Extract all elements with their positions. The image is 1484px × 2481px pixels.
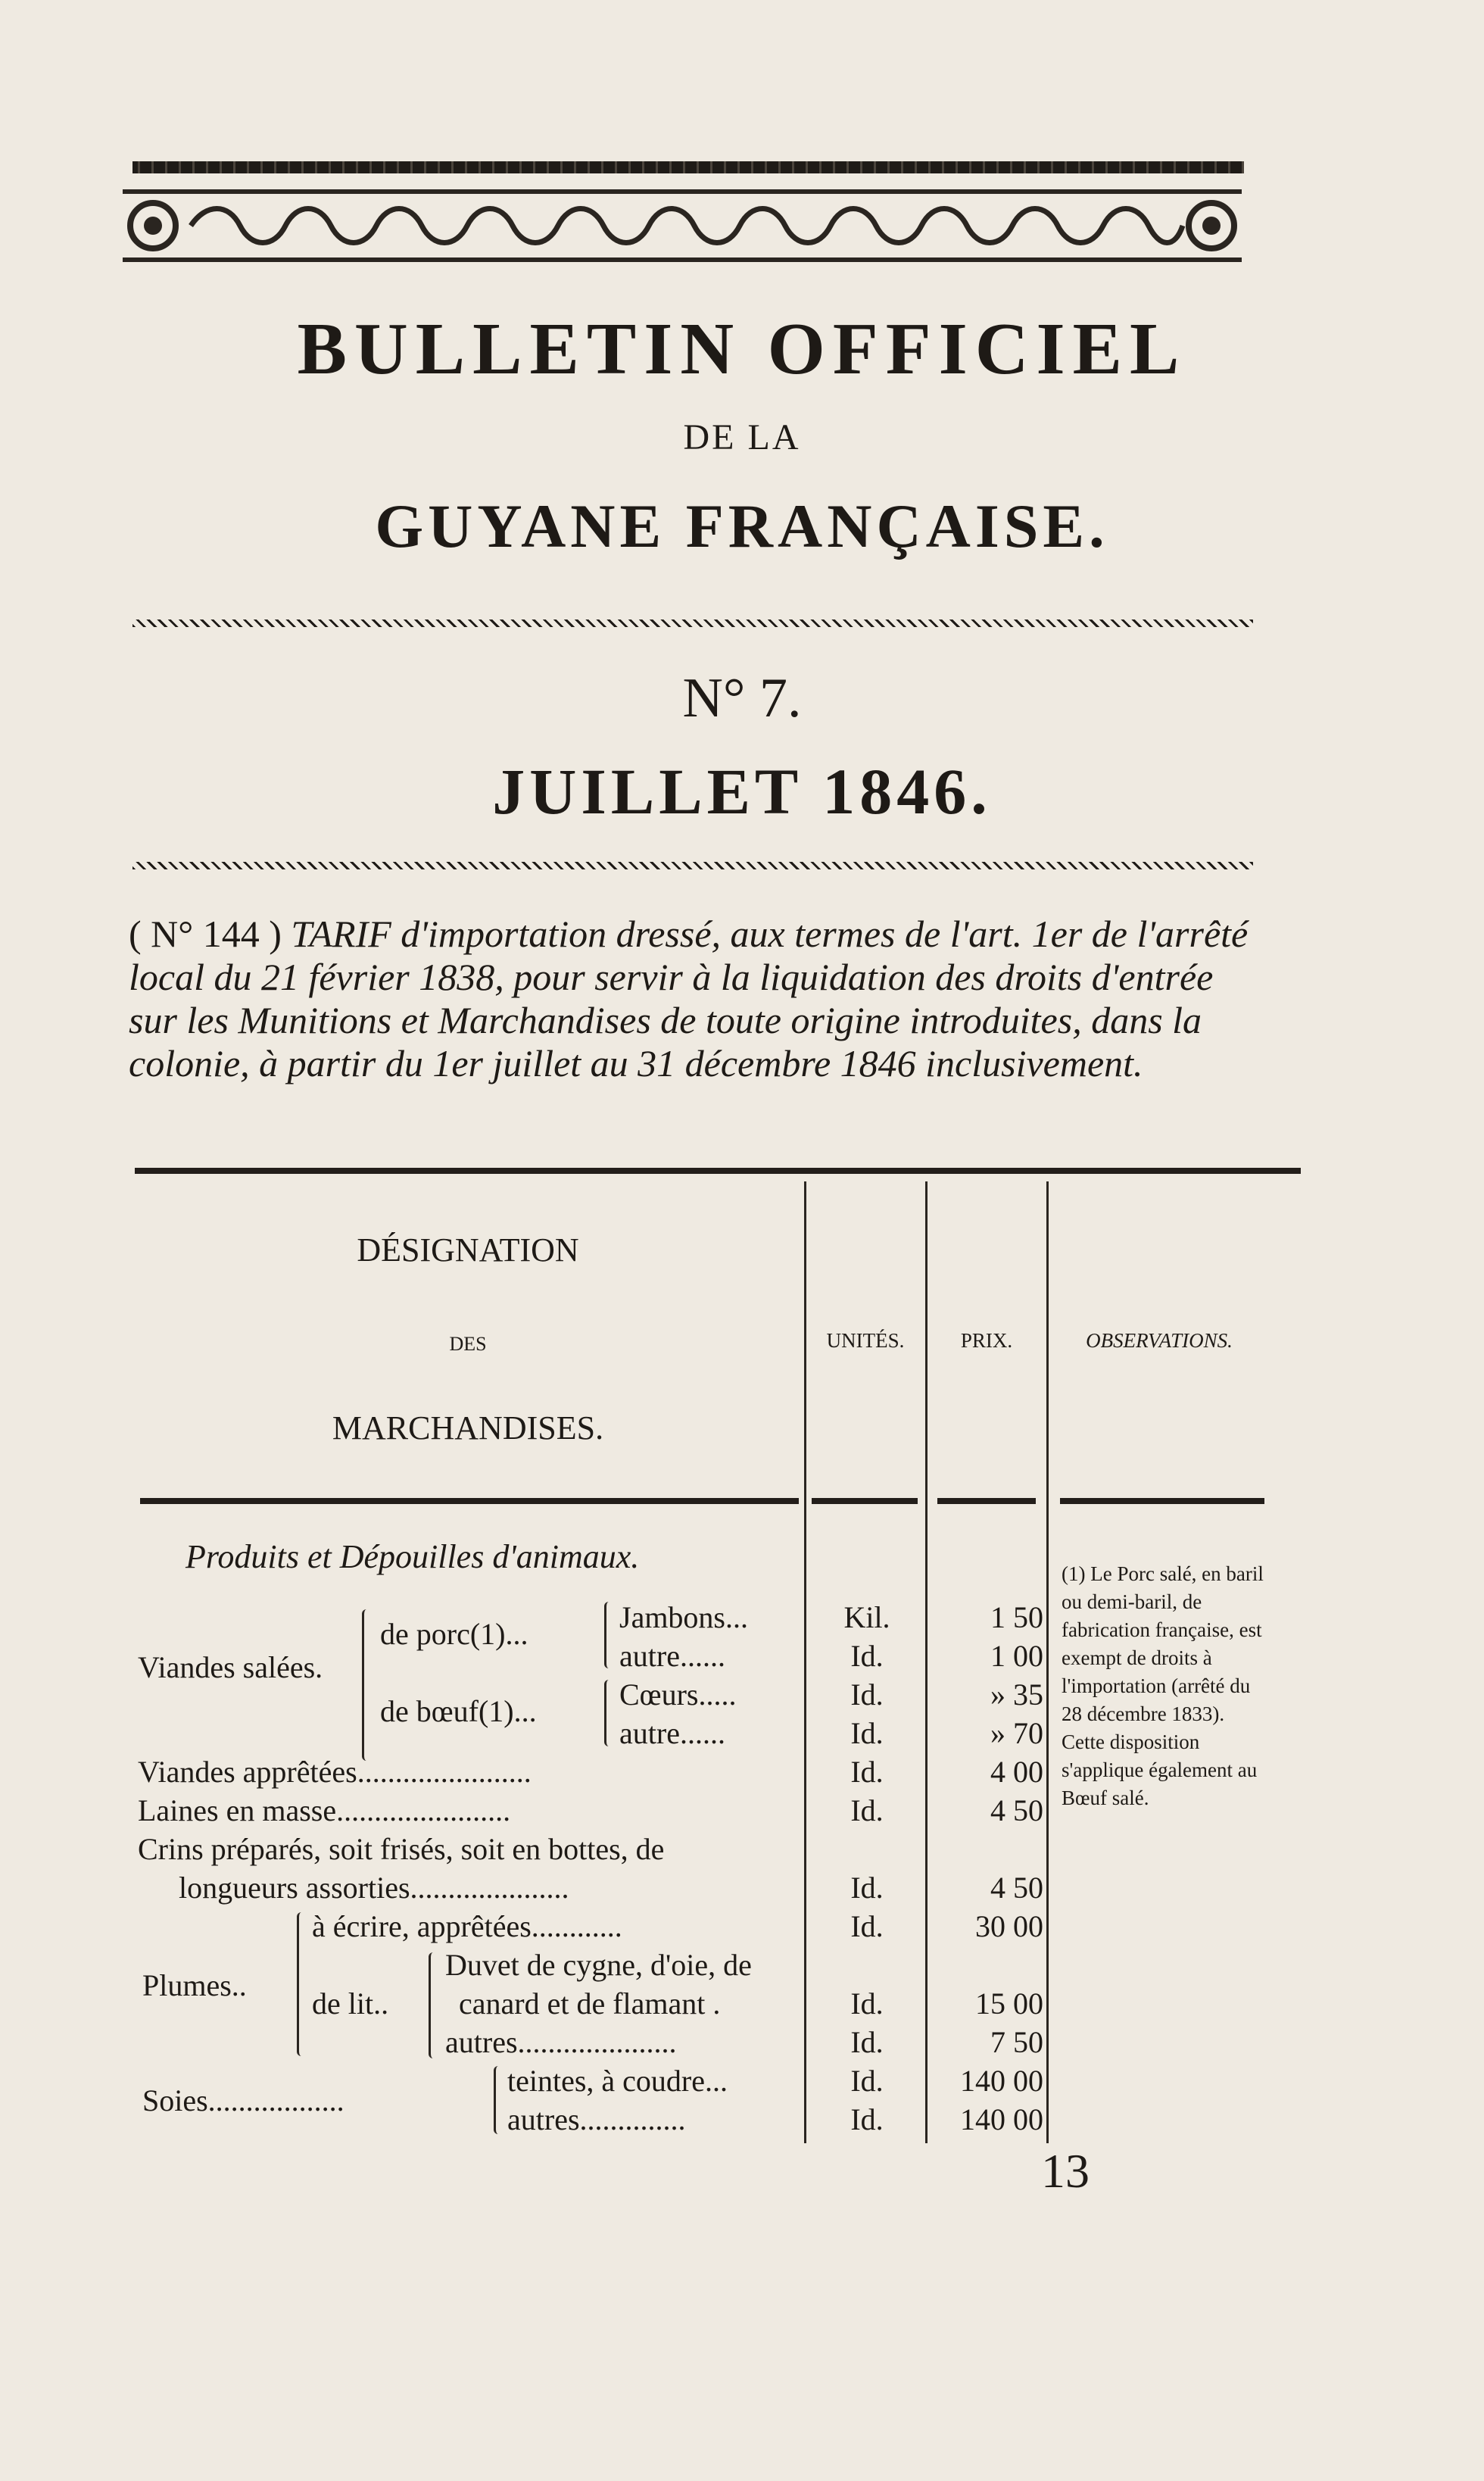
label-teintes: teintes, à coudre...	[507, 2064, 728, 2098]
colony-name: GUYANE FRANÇAISE.	[375, 492, 1109, 560]
header-rule	[812, 1498, 918, 1504]
ornament-bar	[132, 161, 1244, 173]
brace	[297, 1912, 307, 2056]
label-de-lit: de lit..	[312, 1986, 389, 2021]
label-jambons: Jambons...	[619, 1600, 748, 1634]
label-autres-plumes: autres.....................	[445, 2025, 677, 2059]
tariff-description: TARIF d'importation dressé, aux termes de l'art. 1er de l'arrêté local du 21 février 1838, pour servir à la liquidation des droits d'entrée sur les Munitions et Marchandises de toute origine introduites, dans la colonie, à partir du 1er juillet au 31 décembre 1846 inclusivement.	[129, 913, 1249, 1084]
column-divider	[804, 1181, 806, 2143]
label-duvet: Duvet de cygne, d'oie, de	[445, 1948, 752, 1982]
brace	[362, 1609, 372, 1761]
unit-cell: Id.	[850, 1871, 884, 1905]
label-autre-porc: autre......	[619, 1639, 725, 1673]
label-de-boeuf: de bœuf(1)...	[380, 1694, 537, 1728]
column-divider	[925, 1181, 928, 2143]
unit-cell: Id.	[850, 2025, 884, 2059]
header-designation-des: DES	[449, 1333, 487, 1355]
price-cell: 1 50	[990, 1600, 1043, 1634]
decorative-band	[123, 189, 1242, 262]
unit-cell: Id.	[850, 1677, 884, 1712]
unit-cell: Id.	[850, 1639, 884, 1673]
unit-cell: Id.	[850, 1793, 884, 1827]
price-cell: 30 00	[975, 1909, 1043, 1943]
label-de-porc: de porc(1)...	[380, 1617, 528, 1651]
label-a-ecrire: à écrire, apprêtées............	[312, 1909, 622, 1943]
brace	[604, 1680, 614, 1746]
unit-cell: Id.	[850, 1909, 884, 1943]
header-rule	[140, 1498, 799, 1504]
label-viandes-salees: Viandes salées.	[138, 1650, 323, 1684]
section-title: Produits et Dépouilles d'animaux.	[186, 1538, 640, 1575]
price-cell: 7 50	[990, 2025, 1043, 2059]
label-crins: Crins préparés, soit frisés, soit en bottes, de	[138, 1832, 665, 1866]
unit-cell: Kil.	[843, 1600, 890, 1634]
price-cell: 4 50	[990, 1871, 1043, 1905]
page-number: 13	[1041, 2144, 1090, 2198]
tariff-intro	[129, 913, 1257, 1085]
header-designation: DÉSIGNATION	[357, 1231, 579, 1269]
observation-note: (1) Le Porc salé, en baril ou demi-baril, de fabrication française, est exempt de droits à l'importation (arrêté du 28 décembre 1833). Cette disposition s'applique également au Bœuf salé.	[1062, 1562, 1264, 1809]
price-cell: 1 00	[990, 1639, 1043, 1673]
unit-cell: Id.	[850, 1986, 884, 2021]
label-plumes: Plumes..	[142, 1968, 247, 2002]
header-units: UNITÉS.	[826, 1329, 905, 1352]
header-rule	[937, 1498, 1036, 1504]
price-cell: » 70	[990, 1716, 1043, 1750]
price-cell: 4 50	[990, 1793, 1043, 1827]
price-cell: 15 00	[975, 1986, 1043, 2021]
header-prices: PRIX.	[960, 1329, 1013, 1352]
label-laines: Laines en masse.......................	[138, 1793, 511, 1827]
column-divider	[1046, 1181, 1049, 2143]
price-cell: 140 00	[960, 2064, 1043, 2098]
unit-cell: Id.	[850, 2102, 884, 2136]
issue-number: N° 7.	[682, 667, 802, 729]
table-top-rule	[135, 1168, 1301, 1174]
unit-cell: Id.	[850, 1716, 884, 1750]
unit-cell: Id.	[850, 1755, 884, 1789]
label-coeurs: Cœurs.....	[619, 1677, 737, 1712]
label-autres-soies: autres..............	[507, 2102, 686, 2136]
wavy-divider	[132, 862, 1253, 869]
label-crins-cont: longueurs assorties.....................	[179, 1871, 569, 1905]
brace	[494, 2066, 504, 2134]
price-cell: » 35	[990, 1677, 1043, 1712]
label-autre-boeuf: autre......	[619, 1716, 725, 1750]
header-merchandise: MARCHANDISES.	[332, 1409, 604, 1446]
issue-date: JUILLET 1846.	[492, 755, 992, 828]
brace	[429, 1952, 438, 2058]
act-number: ( N° 144 )	[129, 913, 282, 955]
bulletin-title: BULLETIN OFFICIEL	[297, 308, 1187, 390]
price-cell: 4 00	[990, 1755, 1043, 1789]
header-observations: OBSERVATIONS.	[1086, 1329, 1233, 1352]
wavy-divider	[132, 619, 1253, 627]
price-cell: 140 00	[960, 2102, 1043, 2136]
header-rule	[1060, 1498, 1264, 1504]
label-soies: Soies..................	[142, 2083, 344, 2117]
label-duvet-cont: canard et de flamant .	[459, 1986, 721, 2021]
brace	[604, 1602, 614, 1668]
label-viandes-appretees: Viandes apprêtées.......................	[138, 1755, 532, 1789]
unit-cell: Id.	[850, 2064, 884, 2098]
bulletin-subtitle: DE LA	[683, 417, 801, 457]
